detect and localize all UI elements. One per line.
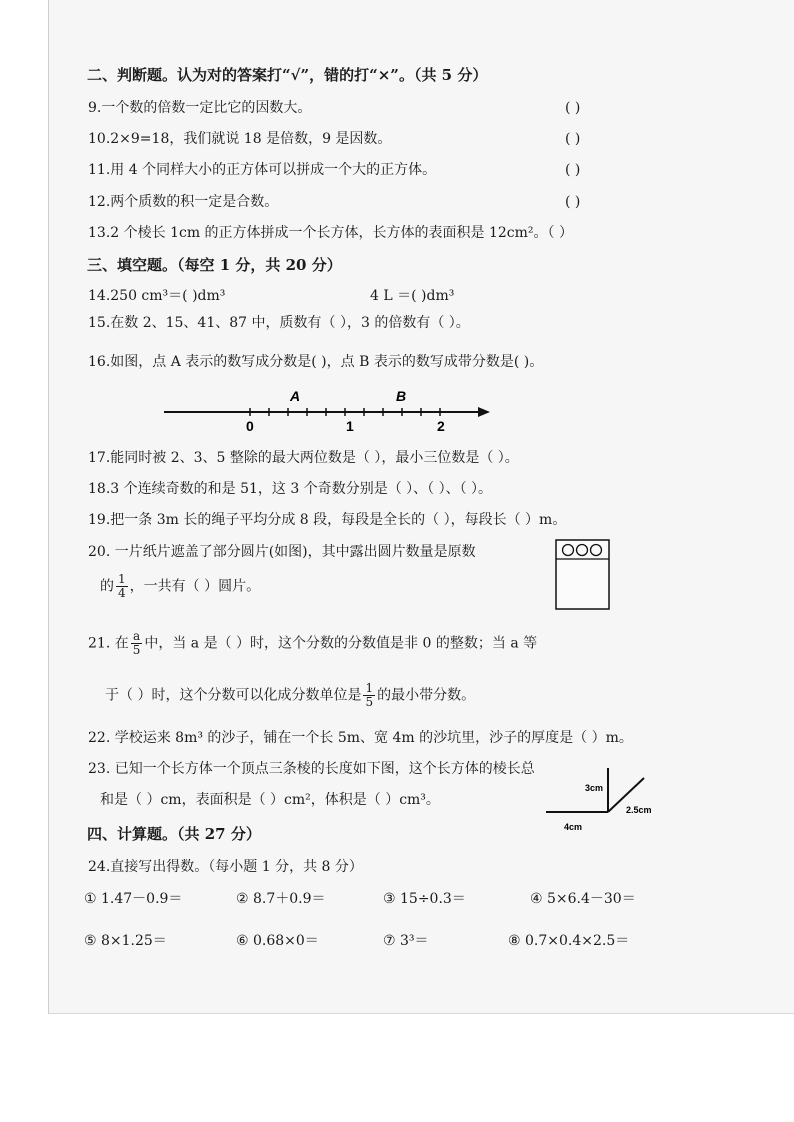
tick-label-2: 2 xyxy=(437,418,445,434)
height-label: 3cm xyxy=(585,783,604,793)
fraction-denominator: 4 xyxy=(118,586,126,600)
question-21-suffix: 中，当 a 是（ ）时，这个分数的分数值是非 0 的整数；当 a 等 xyxy=(144,635,538,652)
answer-blank-12[interactable]: ( ) xyxy=(565,194,581,210)
question-16: 16.如图，点 A 表示的数写成分数是( )，点 B 表示的数写成带分数是( )。 xyxy=(88,354,544,370)
width-label: 2.5cm xyxy=(626,805,652,815)
question-23-line-2: 和是（ ）cm，表面积是（ ）cm²，体积是（ ）cm³。 xyxy=(100,792,440,808)
question-21b-suffix: 的最小带分数。 xyxy=(377,687,476,704)
question-21-line-1 xyxy=(88,630,537,657)
question-21-prefix: 21. 在 xyxy=(88,635,129,652)
answer-blank-9[interactable]: ( ) xyxy=(565,100,581,116)
question-13: 13.2 个棱长 1cm 的正方体拼成一个长方体，长方体的表面积是 12cm²。（ ） xyxy=(88,225,573,241)
paper-covering-circles-figure xyxy=(555,539,611,611)
question-20-suffix: ，一共有（ ）圆片。 xyxy=(129,578,261,595)
question-14-part-a: 14.250 cm³＝( )dm³ xyxy=(88,288,226,304)
section-3-heading: 三、填空题。（每空 1 分，共 20 分） xyxy=(87,256,342,274)
question-11: 11.用 4 个同样大小的正方体可以拼成一个大的正方体。 xyxy=(88,162,437,178)
fraction-numerator: 1 xyxy=(118,572,126,586)
calculation-item-4: ④ 5×6.4－30＝ xyxy=(530,891,636,907)
calculation-item-6: ⑥ 0.68×0＝ xyxy=(236,933,319,949)
calculation-item-2: ② 8.7＋0.9＝ xyxy=(236,891,326,907)
question-22: 22. 学校运来 8m³ 的沙子，铺在一个长 5m、宽 4m 的沙坑里，沙子的厚度是（ ）m。 xyxy=(88,730,633,746)
calculation-item-7: ⑦ 3³＝ xyxy=(383,933,429,949)
question-23-line-1: 23. 已知一个长方体一个顶点三条棱的长度如下图，这个长方体的棱长总 xyxy=(88,761,535,777)
question-14-part-b: 4 L ＝( )dm³ xyxy=(370,288,455,304)
tick-label-1: 1 xyxy=(346,418,354,434)
question-18: 18.3 个连续奇数的和是 51，这 3 个奇数分别是（ ）、（ ）、（ ）。 xyxy=(88,481,493,497)
question-9: 9.一个数的倍数一定比它的因数大。 xyxy=(88,100,312,116)
question-15: 15.在数 2、15、41、87 中，质数有（ ），3 的倍数有（ ）。 xyxy=(88,315,470,331)
calculation-item-8: ⑧ 0.7×0.4×2.5＝ xyxy=(508,933,630,949)
fraction-one-quarter xyxy=(116,573,128,600)
question-20-prefix: 的 xyxy=(100,578,114,595)
fraction-a-over-5 xyxy=(131,630,143,657)
tick-label-0: 0 xyxy=(246,418,254,434)
fraction-one-fifth xyxy=(363,682,375,709)
section-4-heading: 四、计算题。（共 27 分） xyxy=(87,825,261,843)
fraction-numerator: a xyxy=(131,630,143,644)
question-19: 19.把一条 3m 长的绳子平均分成 8 段，每段是全长的（ ），每段长（ ）m。 xyxy=(88,512,567,528)
number-line-arrow xyxy=(478,407,490,417)
calculation-item-5: ⑤ 8×1.25＝ xyxy=(84,933,167,949)
question-17: 17.能同时被 2、3、5 整除的最大两位数是（ ），最小三位数是（ ）。 xyxy=(88,450,519,466)
answer-blank-10[interactable]: ( ) xyxy=(565,131,581,147)
fraction-denominator: 5 xyxy=(365,695,374,709)
question-21-line-2 xyxy=(105,682,475,709)
calculation-item-1: ① 1.47－0.9＝ xyxy=(84,891,183,907)
question-24: 24.直接写出得数。（每小题 1 分，共 8 分） xyxy=(88,859,363,875)
fraction-denominator: 5 xyxy=(132,643,141,657)
answer-blank-11[interactable]: ( ) xyxy=(565,162,581,178)
point-b-label: B xyxy=(396,388,407,404)
question-10: 10.2×9=18，我们就说 18 是倍数，9 是因数。 xyxy=(88,131,392,147)
calculation-item-3: ③ 15÷0.3＝ xyxy=(383,891,466,907)
question-21b-prefix: 于（ ）时，这个分数可以化成分数单位是 xyxy=(105,687,362,704)
point-a-label: A xyxy=(290,388,301,404)
question-20-line-1: 20. 一片纸片遮盖了部分圆片(如图)，其中露出圆片数量是原数 xyxy=(88,544,476,560)
question-20-line-2 xyxy=(100,573,260,600)
cuboid-edges-figure xyxy=(540,764,670,836)
length-label: 4cm xyxy=(564,822,583,832)
number-line-diagram xyxy=(160,384,500,436)
question-12: 12.两个质数的积一定是合数。 xyxy=(88,194,279,210)
fraction-numerator: 1 xyxy=(365,681,374,695)
section-2-heading: 二、判断题。认为对的答案打“√”，错的打“×”。（共 5 分） xyxy=(87,66,488,84)
